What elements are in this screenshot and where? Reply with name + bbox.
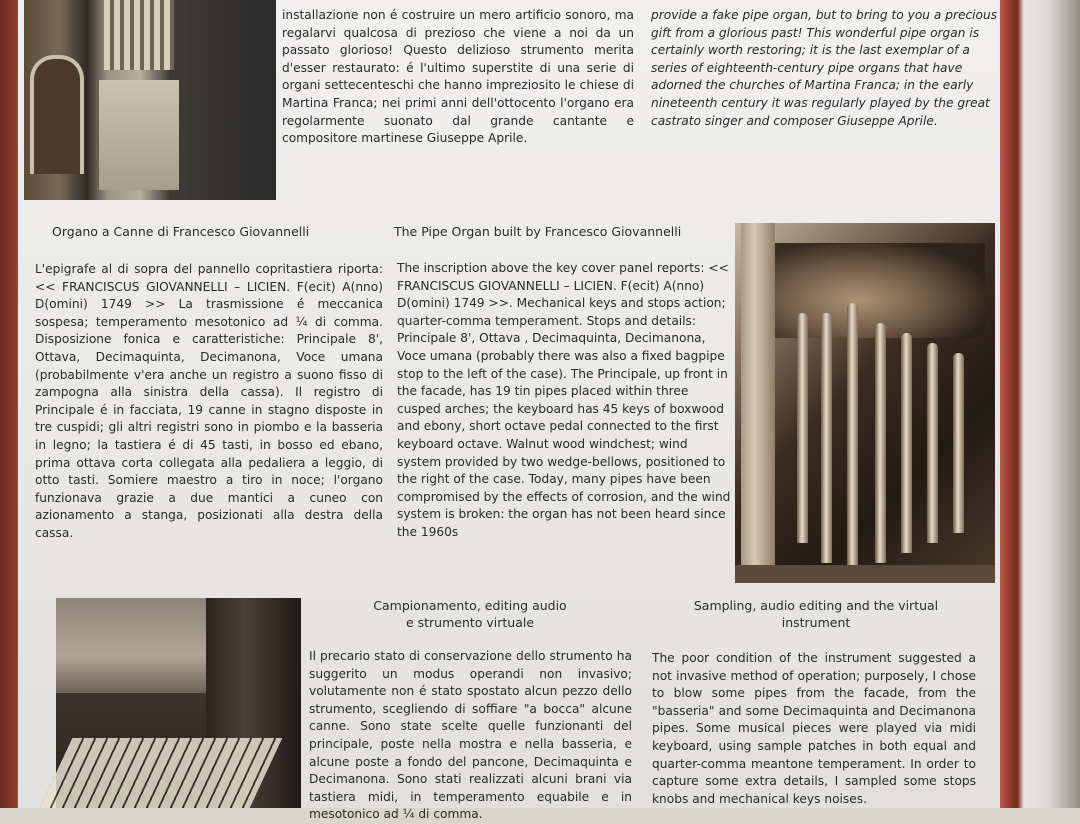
pipe — [797, 313, 808, 543]
wooden-frame-right — [1000, 0, 1080, 808]
sampling-text-italian: Il precario stato di conservazione dello strumento ha suggerito un modus operandi non invasivo; volutamente non é stato spostato alcun pezzo dello strumento, scegliendo di soffiare "a bocca" alcune canne. Sono state scelte quelle funzionanti del principale, poste nella mostra e nella basseria, e alcune poste a fondo del pancone, Decimaquinta e Decimanona. Sono stati realizzati alcuni brani via tastiera midi, in temperamento equabile e in mesotonico ad ¼ di comma. — [309, 649, 632, 822]
organ-case-photo — [24, 0, 276, 200]
heading-organ-italian: Organo a Canne di Francesco Giovannelli — [52, 224, 310, 239]
pipe — [847, 303, 858, 573]
pipes-detail — [104, 0, 174, 70]
pillar-detail — [741, 223, 775, 583]
pipe — [953, 353, 964, 533]
pipe — [901, 333, 912, 553]
pipe — [821, 313, 832, 563]
heading-organ-english: The Pipe Organ built by Francesco Giovannelli — [394, 224, 682, 239]
keyboard-photo — [56, 598, 301, 808]
archway-detail — [30, 55, 84, 174]
heading-sampling-italian-line1: Campionamento, editing audio — [373, 598, 567, 613]
organ-description-english: The inscription above the key cover panel reports: << FRANCISCUS GIOVANNELLI – LICIEN. F(ecit) A(nno) D(omini) 1749 >>. Mechanical keys and stops action; quarter-comma temperament. Stops and details: Principale 8', Ottava , Decimaquinta, Decimanona, Voce umana (probably there was also a fixed bagpipe stop to the left of the case). The Principale, up front in the facade, has 19 tin pipes placed within three cusped arches; the keyboard has 45 keys of boxwood and ebony, short octave pedal connected to the first keyboard octave. Walnut wood windchest; wind system provided by two wedge-bellows, positioned to the right of the case. Today, many pipes have been compromised by the effects of corrosion, and the wind system is broken: the organ has not been heard since the 1960s — [397, 261, 731, 539]
heading-sampling-english — [660, 597, 972, 631]
frame-base — [735, 565, 995, 583]
intro-text-italian: installazione non é costruire un mero artificio sonoro, ma regalarvi qualcosa di prezioso che viene a noi da un passato glorioso! Questo delizioso strumento merita d'esser restaurato: é l'ultimo superstite di una serie di organi settecenteschi che hanno impreziosito le chiese di Martina Franca; nei primi anni dell'ottocento l'organo era regolarmente suonato dal grande cantante e compositore martinese Giuseppe Aprile. — [282, 8, 634, 146]
pipe — [927, 343, 938, 543]
intro-text-english: provide a fake pipe organ, but to bring to you a precious gift from a glorious past! This wonderful pipe organ is certainly worth restoring; it is the last exemplar of a series of eighteenth-century pipe organs that have adorned the churches of Martina Franca; in the early nineteenth century it was regularly played by the great castrato singer and composer Giuseppe Aprile. — [651, 8, 998, 128]
pipe — [875, 323, 886, 563]
organ-case-detail — [96, 80, 179, 190]
heading-sampling-italian-line2: e strumento virtuale — [405, 615, 535, 630]
sampling-text-english: The poor condition of the instrument suggested a not invasive method of operation; purposely, I chose to blow some pipes from the facade, from the "basseria" and some Decimaquinta and Decimanona pipes. Some musical pieces were played via midi keyboard, using sample patches in both equal and quarter-comma meantone temperament. In order to capture some extra details, I sampled some stops knobs and mechanical keys noises. — [652, 651, 976, 806]
heading-sampling-italian — [315, 597, 625, 631]
keyboard-keys — [40, 738, 283, 808]
organ-description-italian: L'epigrafe al di sopra del pannello copritastiera riporta: << FRANCISCUS GIOVANNELLI – LICIEN. F(ecit) A(nno) D(omini) 1749 >> La trasmissione é meccanica sospesa; temperamento mesotonico ad ¼ di comma. Disposizione fonica e caratteristiche: Principale 8', Ottava, Decimaquinta, Decimanona, Voce umana (probabilmente v'era anche un registro a suono fisso di zampogna alla sinistra della cassa). Il registro di Principale é in facciata, 19 canne in stagno disposte in tre cuspidi; gli altri registri sono in piombo e la basseria in legno; la tastiera é di 45 tasti, in bosso ed ebano, prima ottava corta collegata alla pedaliera a leggio, di otto tasti. Somiere maestro a tiro in noce; l'organo funzionava grazie a due mantici a cuneo con azionamento a stanga, posizionati alla destra della cassa. — [35, 262, 383, 540]
organ-pipes-photo — [735, 223, 995, 583]
heading-sampling-english-line1: Sampling, audio editing and the virtual — [693, 598, 939, 613]
heading-sampling-english-line2: instrument — [781, 615, 851, 630]
